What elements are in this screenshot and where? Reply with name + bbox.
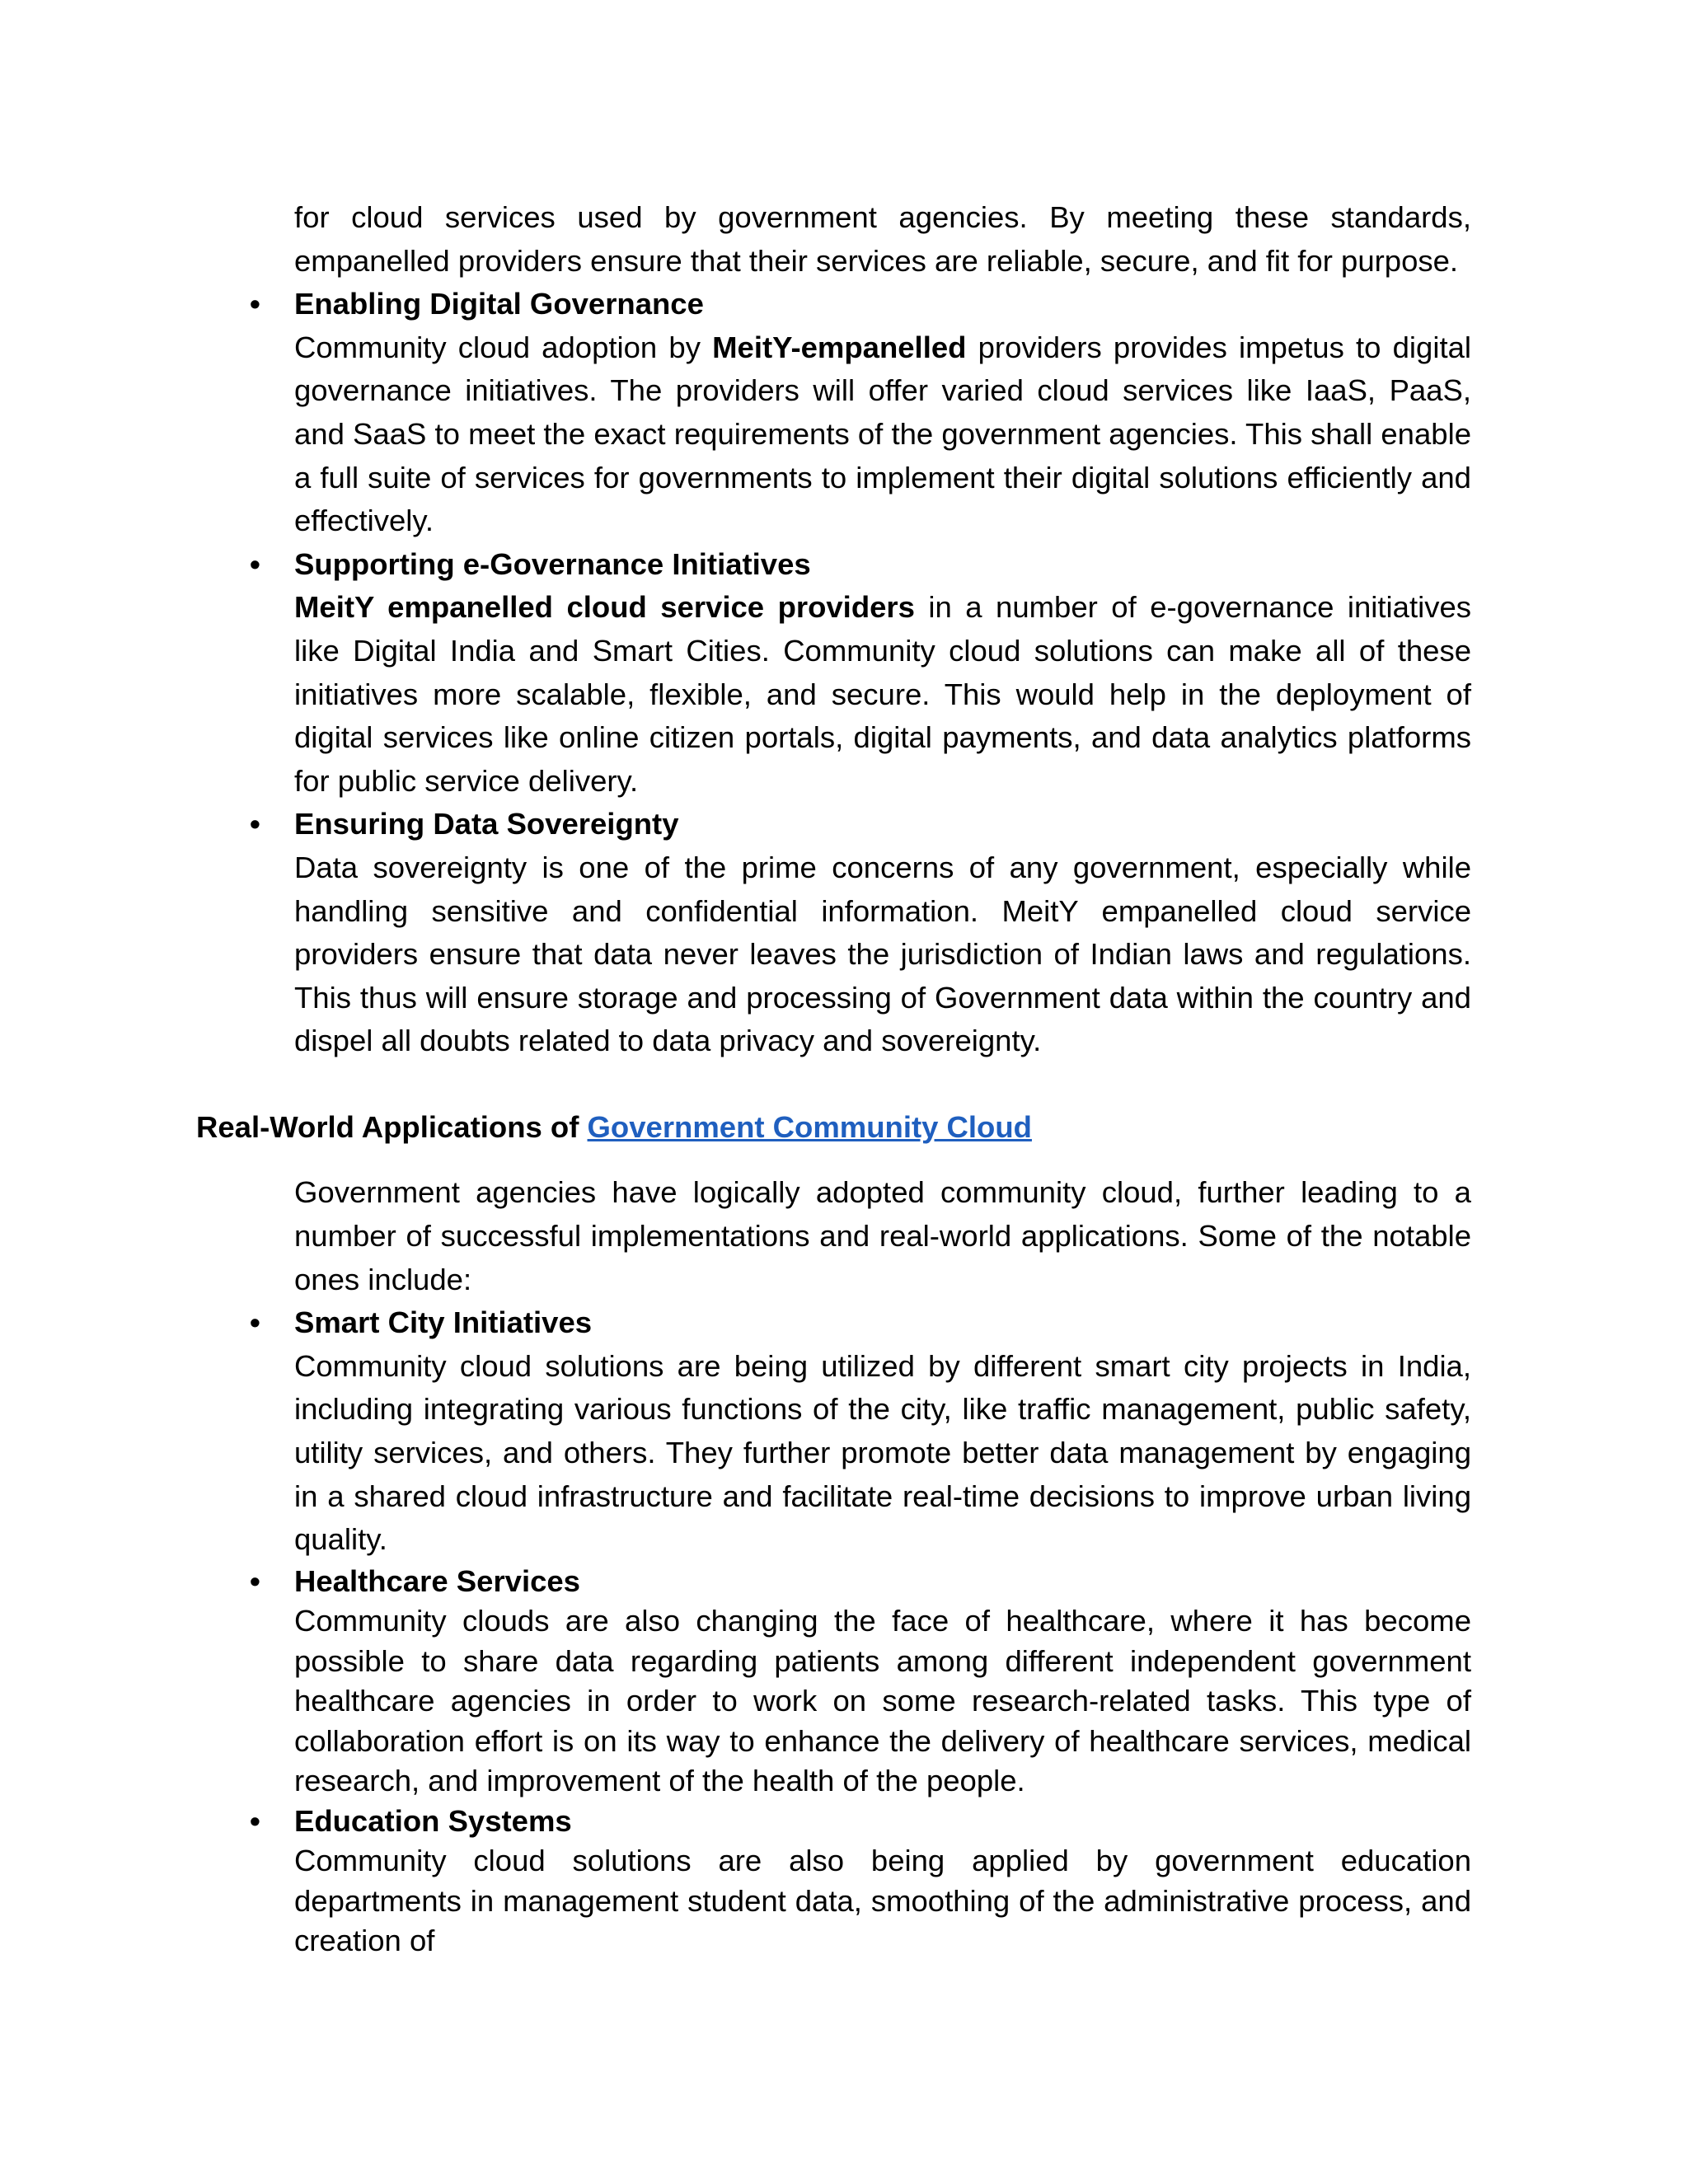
document-content: [196, 196, 1472, 1961]
benefit-item-egovernance: [250, 543, 1472, 804]
item-title: Healthcare Services: [294, 1563, 580, 1598]
government-community-cloud-link[interactable]: Government Community Cloud: [587, 1109, 1032, 1144]
bold-term: MeitY empanelled cloud service providers: [294, 590, 915, 625]
bold-term: MeitY-empanelled: [712, 330, 967, 364]
item-body: Data sovereignty is one of the prime concerns of any government, especially while handling sensitive and confidential information. MeitY empanelled cloud service providers ensure that data never leaves the jurisdiction of Indian laws and regulations. This thus will ensure storage and processing of Government data within the country and dispel all doubts related to data privacy and sovereignty.: [294, 850, 1471, 1058]
section-heading: Real-World Applications of Government Community Cloud: [196, 1109, 1032, 1144]
intro-continuation: for cloud services used by government agencies. By meeting these standards, empanelled providers ensure that their services are reliable, secure, and fit for purpose.: [294, 200, 1471, 278]
item-body: Community clouds are also changing the face of healthcare, where it has become possible to share data regarding patients among different independent government healthcare agencies in order to work on some research-related tasks. This type of collaboration effort is on its way to enhance the delivery of healthcare services, medical research, and improvement of the health of the people.: [294, 1604, 1471, 1798]
item-body: Community cloud solutions are also being applied by government education departments in management student data, smoothing of the administrative process, and creation of: [294, 1844, 1471, 1958]
item-body: Community cloud solutions are being utilized by different smart city projects in India, including integrating various functions of the city, like traffic management, public safety, utility services, and others. They further promote better data management by engaging in a shared cloud infrastructure and facilitate real-time decisions to improve urban living quality.: [294, 1348, 1471, 1557]
bullet-icon: •: [250, 546, 260, 581]
section-intro: Government agencies have logically adopted community cloud, further leading to a number of successful implementations and real-world applications. Some of the notable ones include:: [294, 1175, 1471, 1296]
benefit-item-digital-governance: [250, 283, 1471, 543]
item-title: Education Systems: [294, 1803, 572, 1838]
item-title: Smart City Initiatives: [294, 1305, 593, 1340]
bullet-icon: •: [250, 287, 260, 321]
item-body: MeitY empanelled cloud service providers in a number of e-governance initiatives like Digital India and Smart Cities. Community cloud solutions can make all of these initiatives more scalable, flexible, and secure. This would help in the deployment of digital services like online citizen portals, digital payments, and data analytics platforms for public service delivery.: [294, 590, 1472, 798]
benefit-item-data-sovereignty: [250, 803, 1471, 1063]
bullet-icon: •: [250, 1305, 260, 1340]
application-item-healthcare: [250, 1562, 1471, 1802]
item-title: Enabling Digital Governance: [294, 287, 704, 321]
bullet-icon: •: [250, 1803, 260, 1838]
bullet-icon: •: [250, 807, 260, 841]
application-item-smart-city: [250, 1301, 1471, 1562]
item-title: Supporting e-Governance Initiatives: [294, 546, 811, 581]
bullet-icon: •: [250, 1563, 260, 1598]
application-item-education: [250, 1802, 1471, 1961]
item-body: Community cloud adoption by MeitY-empanelled providers provides impetus to digital governance initiatives. The providers will offer varied cloud services like IaaS, PaaS, and SaaS to meet the exact requirements of the government agencies. This shall enable a full suite of services for governments to implement their digital solutions efficiently and effectively.: [294, 330, 1471, 538]
item-title: Ensuring Data Sovereignty: [294, 807, 679, 841]
